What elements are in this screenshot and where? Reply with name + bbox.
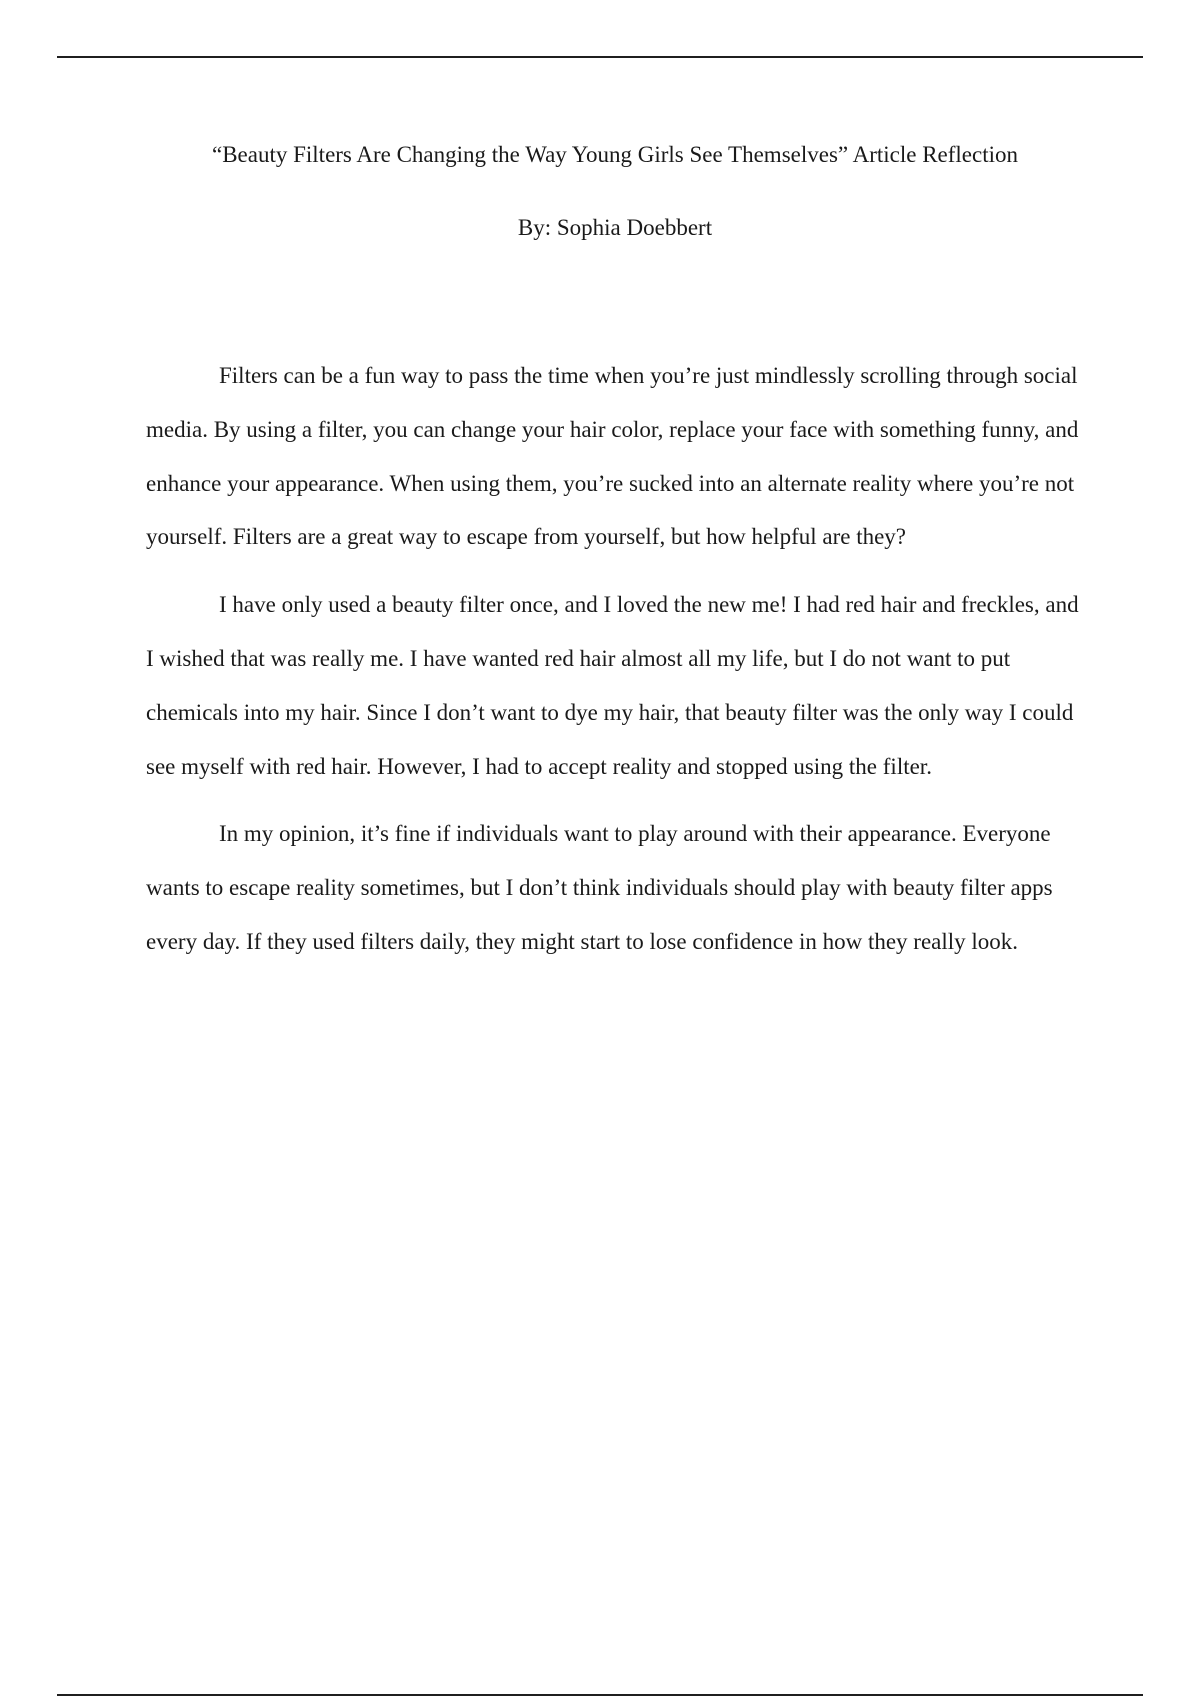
document-title: “Beauty Filters Are Changing the Way Young Girls See Themselves” Article Reflection [212, 142, 1018, 167]
paragraph: In my opinion, it’s fine if individuals want to play around with their appearance. Everyone wants to escape reality sometimes, but I don’t think individuals should play with beauty filter apps every day. If they used filters daily, they might start to lose confidence in how they really look. [146, 821, 1053, 954]
document-body [146, 349, 1091, 983]
paragraph: Filters can be a fun way to pass the time when you’re just mindlessly scrolling through social media. By using a filter, you can change your hair color, replace your face with something funny, and enhance your appearance. When using them, you’re sucked into an alternate reality where you’re not yourself. Filters are a great way to escape from yourself, but how helpful are they? [146, 363, 1079, 550]
author-line: By: Sophia Doebbert [517, 215, 713, 240]
top-divider [57, 56, 1143, 58]
bottom-divider [57, 1694, 1143, 1696]
paragraph: I have only used a beauty filter once, and I loved the new me! I had red hair and freckles, and I wished that was really me. I have wanted red hair almost all my life, but I do not want to put chemicals into my hair. Since I don’t want to dye my hair, that beauty filter was the only way I could see myself with red hair. However, I had to accept reality and stopped using the filter. [146, 592, 1079, 779]
